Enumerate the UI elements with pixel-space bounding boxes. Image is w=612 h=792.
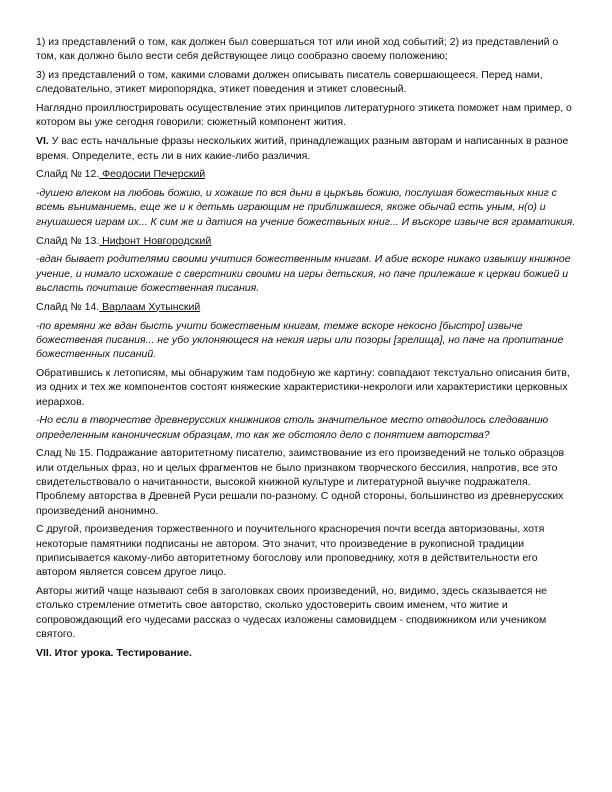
slide-label: Слайд № 14. bbox=[36, 300, 100, 313]
paragraph: Наглядно проиллюстрировать осуществление этих принципов литературного этикета поможет нам пример, о котором вы уже сегодня говорили: сюжетный компонент жития. bbox=[36, 102, 572, 129]
paragraph: Обратившись к летописям, мы обнаружим там подобную же картину: совпадают текстуально описания битв, из одних и тех же компонентов состоят княжеские характеристики-некрологи или характеристики церковных иерархов. bbox=[36, 366, 570, 408]
paragraph: С другой, произведения торжественного и поучительного красноречия почти всегда авторизованы, хотя некоторые памятники подписаны не автором. Это значит, что произведение в рукописной традиции приписывается какому-либо авторитетному богослову или проповеднику, хотя в действительности его автором является совсем другое лицо. bbox=[36, 523, 545, 579]
paragraph: Авторы житий чаще называют себя в заголовках своих произведений, но, видимо, здесь сказывается не столько стремление отметить свое авторство, сколько удостоверить своим именем, что житие и сопровождающий его чудесами рассказ о чудесах изложены самовидцем - сподвижником или учеником святого. bbox=[36, 585, 548, 640]
slide-heading bbox=[36, 167, 576, 181]
slide-label: Слайд № 12. bbox=[36, 168, 100, 181]
quote: -по времяни же вдан бысть учити божественым книгам, темже вскоре некосно [быстро] извыче божественая писания... не убо уклоняющеся на некия игры или позоры [зрелища], но паче на пропитание божественных писаний. bbox=[36, 319, 564, 361]
task-text: У вас есть начальные фразы нескольких житий, принадлежащих разным авторам и написанных в разное время. Определите, есть ли в них какие-либо различия. bbox=[36, 135, 569, 162]
slide-label: Слайд № 13. bbox=[36, 234, 100, 247]
quote: -вдан бывает родителями своими учитися божественным книгам. И абие вскоре никако извыкшу книжное учение, и нимало исхожаше с сверстники своими на игры детьския, но паче прилежаше к церкви божией и вьсласть почиташе божественная писания. bbox=[36, 253, 571, 294]
task-paragraph bbox=[36, 134, 576, 163]
slide-heading bbox=[36, 300, 576, 314]
saint-name: Нифонт Новгородский bbox=[99, 234, 212, 247]
saint-name: Варлаам Хутынский bbox=[99, 300, 201, 313]
quote: -душею влеком на любовь божию, и хожаше по вся дьни в цьркъвь божию, послушая божествьных книг с всемь въниманиемь, еще же и к детьмь играющим не приближашеся, якоже обычай есть уным, н(о) и гнушашеся играм их... К сим же и датися на учение божествьных книг... И въскоре извыче вся граматикия. bbox=[36, 187, 576, 228]
slide-heading bbox=[36, 234, 576, 248]
section-number: VI. bbox=[36, 135, 49, 148]
paragraph: Слад № 15. Подражание авторитетному писателю, заимствование из его произведений не только образцов или отдельных фраз, но и целых фрагментов не было признаком творческого бессилия, напротив, все это свидетельствовало о начитанности, высокой книжной культуре и литературной выучке подражателя. Проблему авторства в Древней Руси решали по-разному. С одной стороны, большинство из древнерусских произведений анонимно. bbox=[36, 447, 565, 517]
saint-name: Феодосии Печерский bbox=[99, 168, 206, 181]
document-page bbox=[36, 35, 576, 665]
paragraph: 3) из представлений о том, какими словами должен описывать писатель совершающееся. Перед нами, следовательно, этикет миропорядка, этикет поведения и этикет словесный. bbox=[36, 69, 543, 96]
paragraph: 1) из представлений о том, как должен был совершаться тот или иной ход событий; 2) из представлений о том, как должно было вести себя действующее лицо сообразно своему положению; bbox=[36, 36, 559, 63]
section-heading: VII. Итог урока. Тестирование. bbox=[36, 646, 192, 659]
question: -Но если в творчестве древнерусских книжников столь значительное место отводилось следованию определенным каноническим образцам, то как же обстояло дело с понятием авторства? bbox=[36, 414, 549, 441]
